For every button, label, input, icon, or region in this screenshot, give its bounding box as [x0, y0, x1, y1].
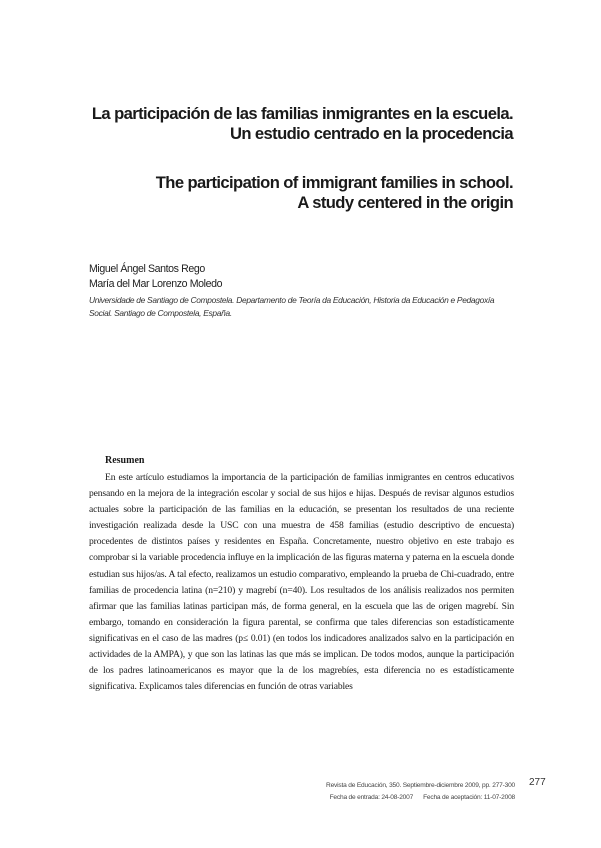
author-block: [89, 262, 514, 320]
journal-citation: Revista de Educación, 350. Septiembre-diciembre 2009, pp. 277-300: [326, 782, 515, 789]
title-spanish-line-1: La participación de las familias inmigrantes en la escuela.: [91, 104, 513, 123]
title-spanish-line-2: Un estudio centrado en la procedencia: [229, 124, 513, 143]
author-affiliation: Universidade de Santiago de Compostela. Departamento de Teoría da Educación, Historia da Educación e Pedagoxía Social. Santiago de Compostela, España.: [89, 295, 495, 318]
title-english: [156, 173, 513, 213]
abstract-body: En este artículo estudiamos la importancia de la participación de familias inmigrantes en centros educativos pensando en la mejora de la integración escolar y social de sus hijos e hijas. Después de revisar algunos estudios actuales sobre la participación de las familias en la educación, se presentan los resultados de una reciente investigación realizada desde la USC con una muestra de 458 familias (estudio descriptivo de encuesta) procedentes de distintos países y residentes en España. Concretamente, nuestro objetivo en este trabajo es comprobar si la variable procedencia influye en la implicación de las figuras materna y paterna en la escuela donde estudian sus hijos/as. A tal efecto, realizamos un estudio comparativo, empleando la prueba de Chi-cuadrado, entre familias de procedencia latina (n=210) y magrebí (n=40). Los resultados de los análisis realizados nos permiten afirmar que las familias latinas participan más, de forma general, en la escuela que las de origen magrebí. Sin embargo, tomando en consideración la figura parental, se confirma que tales diferencias son estadísticamente significativas en el caso de las madres (p≤ 0.01) (en todos los indicadores analizados salvo en la participación en actividades de la AMPA), y que son las latinas las que más se implican. De todos modos, aunque la participación de los padres latinoamericanos es mayor que la de los magrebíes, esta diferencia no es estadísticamente significativa. Explicamos tales diferencias en función de otras variables: [89, 472, 514, 693]
author-name: Miguel Ángel Santos Rego: [89, 263, 205, 275]
abstract-heading: Resumen: [105, 455, 145, 466]
title-english-line-2: A study centered in the origin: [297, 193, 513, 212]
page-number: 277: [529, 777, 546, 788]
abstract-section: [89, 454, 514, 695]
received-date: Fecha de entrada: 24-08-2007: [329, 794, 414, 801]
title-english-line-1: The participation of immigrant families in school.: [155, 173, 513, 192]
submission-dates: [289, 792, 515, 804]
accepted-date: Fecha de aceptación: 11-07-2008: [423, 794, 515, 801]
author-name: María del Mar Lorenzo Moledo: [89, 278, 223, 290]
page-footer: [289, 780, 515, 804]
title-spanish: [92, 104, 513, 144]
